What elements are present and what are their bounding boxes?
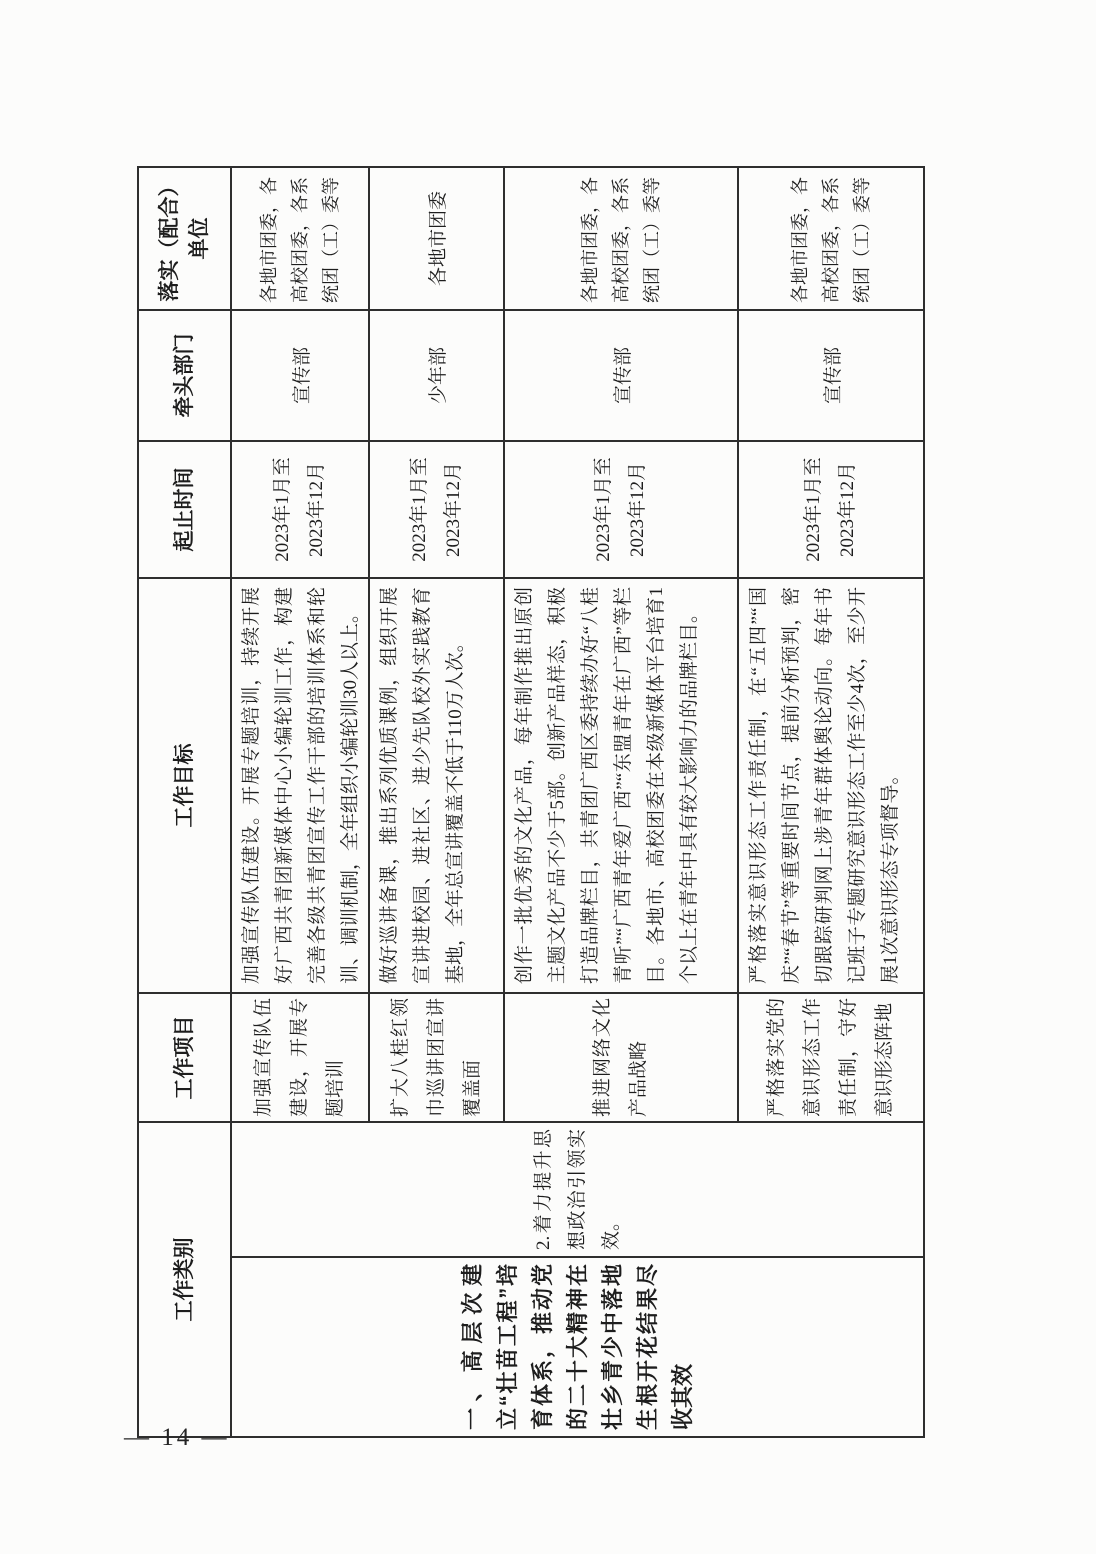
implement-cell-3 [505, 168, 739, 309]
project-cell-2 [370, 992, 505, 1121]
lead-cell-2: 少年部 [370, 309, 505, 440]
project-cell-3 [505, 992, 739, 1121]
project-text-1: 加强宣传队伍建设，开展专题培训 [253, 998, 346, 1117]
implement-cell-4 [739, 168, 923, 309]
project-cell-1 [232, 992, 370, 1121]
implement-text-3: 各地市团委，各高校团委，各系统团（工）委等 [579, 177, 662, 303]
implement-cell-2: 各地市团委 [370, 168, 505, 309]
lead-cell-3: 宣传部 [505, 309, 739, 440]
work-plan-table [137, 166, 925, 1438]
time-cell-4: 2023年1月至2023年12月 [739, 440, 923, 577]
time-cell-1: 2023年1月至2023年12月 [232, 440, 370, 577]
rotated-work-plan-table [137, 166, 925, 1438]
category-sub-cell [232, 1121, 923, 1256]
project-text-3: 推进网络文化产品战略 [592, 998, 649, 1117]
project-cell-4 [739, 992, 923, 1121]
project-text-4: 严格落实党的意识形态工作责任制，守好意识形态阵地 [766, 998, 895, 1117]
header-project: 工作项目 [139, 992, 232, 1121]
implement-text-1: 各地市团委，各高校团委，各系统团（工）委等 [258, 177, 341, 303]
page-number: — 14 — [124, 1424, 230, 1451]
goal-cell-3: 创作一批优秀的文化产品，每年制作推出原创主题文化产品不少于5部。创新产品样态，积极打造品牌栏目，共青团广西区委持续办好“八桂青听”“广西青年爱广西”“东盟青年在广西”等栏目。各地市、高校团委在本级新媒体平台培育1个以上在青年中具有较大影响力的品牌栏目。 [505, 577, 739, 992]
category-main-text: 一、高层次建立“壮苗工程”培育体系，推动党的二十大精神在壮乡青少中落地生根开花结果尽收其效 [460, 1264, 695, 1430]
implement-cell-1 [232, 168, 370, 309]
goal-cell-4: 严格落实意识形态工作责任制，在“五四”“国庆”“春节”等重要时间节点，提前分析预判，密切跟踪研判网上涉青年群体舆论动向。每年书记班子专题研究意识形态工作至少4次，至少开展1次意识形态专项督导。 [739, 577, 923, 992]
header-time: 起止时间 [139, 440, 232, 577]
goal-cell-2: 做好巡讲备课，推出系列优质课例，组织开展宣讲进校园、进社区、进少先队校外实践教育基地，全年总宣讲覆盖不低于110万人次。 [370, 577, 505, 992]
category-sub-text: 2.着力提升思想政治引领实效。 [532, 1129, 622, 1250]
lead-cell-4: 宣传部 [739, 309, 923, 440]
implement-text-4: 各地市团委，各高校团委，各系统团（工）委等 [789, 177, 872, 303]
time-cell-3: 2023年1月至2023年12月 [505, 440, 739, 577]
project-text-2: 扩大八桂红领巾巡讲团宣讲覆盖面 [389, 998, 483, 1117]
goal-cell-1: 加强宣传队伍建设。开展专题培训，持续开展好广西共青团新媒体中心小编轮训工作，构建完善各级共青团宣传工作干部的培训体系和轮训、调训机制，全年组织小编轮训30人以上。 [232, 577, 370, 992]
category-main-cell [232, 1256, 923, 1436]
header-lead: 牵头部门 [139, 309, 232, 440]
header-implement: 落实（配合）单位 [139, 168, 232, 309]
header-category: 工作类别 [139, 1121, 232, 1436]
lead-cell-1: 宣传部 [232, 309, 370, 440]
header-goal: 工作目标 [139, 577, 232, 992]
time-cell-2: 2023年1月至2023年12月 [370, 440, 505, 577]
